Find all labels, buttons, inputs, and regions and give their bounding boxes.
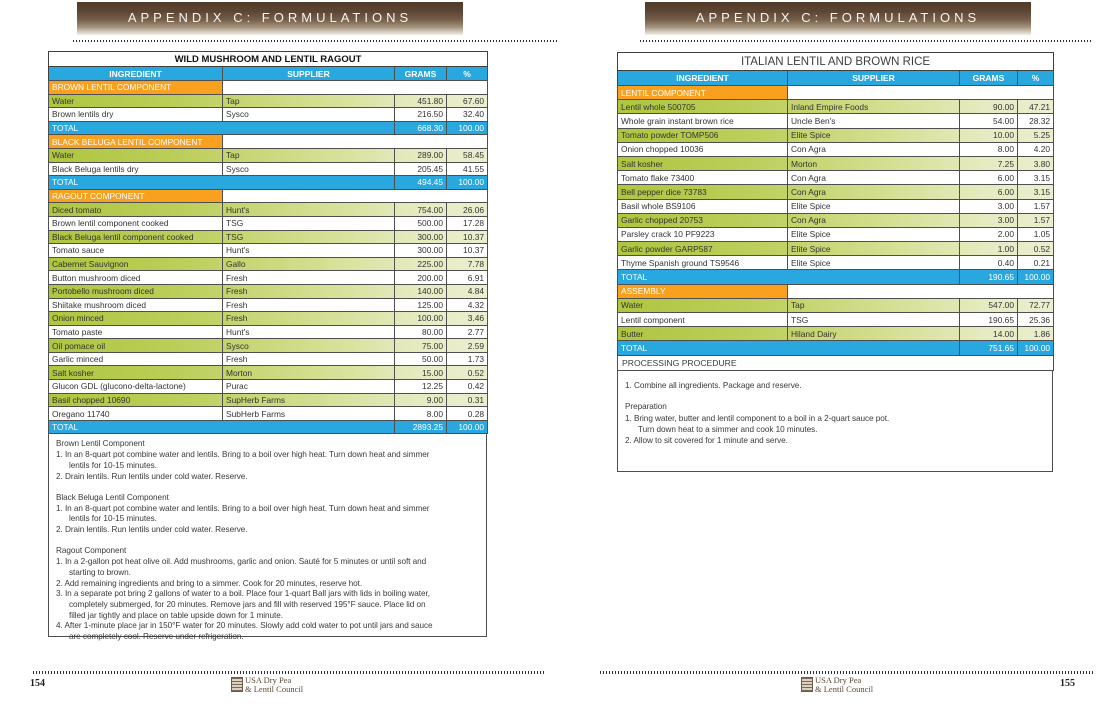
formulation-right	[617, 52, 1053, 472]
grams-cell: 125.00	[395, 298, 447, 312]
ingredient-cell: Parsley crack 10 PF9223	[618, 227, 788, 241]
total-grams: 751.65	[960, 341, 1018, 355]
procedure-line: Turn down heat to a simmer and cook 10 minutes.	[638, 424, 818, 434]
procedure-line: Brown Lentil Component	[56, 439, 145, 449]
grams-cell: 500.00	[395, 216, 447, 230]
grams-cell: 75.00	[395, 339, 447, 353]
council-logo-icon	[801, 677, 813, 692]
section-header-row	[49, 135, 488, 149]
percent-cell: 0.21	[1018, 256, 1054, 270]
supplier-cell: Hunt's	[223, 203, 395, 217]
percent-cell: 3.80	[1018, 156, 1054, 170]
grams-cell: 200.00	[395, 271, 447, 285]
supplier-cell: Sysco	[223, 339, 395, 353]
section-label: BROWN LENTIL COMPONENT	[49, 81, 223, 95]
grams-cell: 9.00	[395, 393, 447, 407]
supplier-cell: Sysco	[223, 162, 395, 176]
ingredient-cell: Lentil whole 500705	[618, 100, 788, 114]
col-header-supplier: SUPPLIER	[788, 71, 960, 86]
ingredient-row	[618, 142, 1054, 156]
grams-cell: 2.00	[960, 227, 1018, 241]
percent-cell: 1.86	[1018, 327, 1054, 341]
grams-cell: 8.00	[960, 142, 1018, 156]
ingredient-cell: Tomato powder TOMP506	[618, 128, 788, 142]
logo-line1: USA Dry Pea	[245, 675, 292, 685]
footer-dotted-rule-left	[33, 671, 545, 674]
ingredient-cell: Water	[618, 298, 788, 312]
procedure-blank-line	[56, 482, 479, 493]
col-header-percent: %	[447, 67, 488, 81]
supplier-cell: TSG	[223, 216, 395, 230]
supplier-cell: Morton	[788, 156, 960, 170]
section-filler	[223, 135, 488, 149]
procedure-blank-line	[56, 536, 479, 547]
percent-cell: 26.06	[447, 203, 488, 217]
ingredient-row	[49, 216, 488, 230]
grams-cell: 300.00	[395, 244, 447, 258]
grams-cell: 7.25	[960, 156, 1018, 170]
percent-cell: 0.52	[447, 366, 488, 380]
grams-cell: 12.25	[395, 380, 447, 394]
grams-cell: 451.80	[395, 94, 447, 108]
procedure-line: Preparation	[625, 402, 667, 412]
percent-cell: 0.52	[1018, 242, 1054, 256]
procedure-box-right	[617, 371, 1053, 472]
total-row	[618, 270, 1054, 284]
total-label: TOTAL	[49, 121, 395, 135]
section-filler	[223, 81, 488, 95]
ingredient-cell: Glucon GDL (glucono-delta-lactone)	[49, 380, 223, 394]
grams-cell: 8.00	[395, 407, 447, 421]
grams-cell: 100.00	[395, 312, 447, 326]
percent-cell: 7.78	[447, 257, 488, 271]
percent-cell: 4.32	[447, 298, 488, 312]
section-label: BLACK BELUGA LENTIL COMPONENT	[49, 135, 223, 149]
supplier-cell: Fresh	[223, 271, 395, 285]
percent-cell: 4.20	[1018, 142, 1054, 156]
procedure-line: lentils for 10-15 minutes.	[69, 514, 157, 524]
section-filler	[788, 86, 1054, 100]
procedure-line: filled jar tightly and place on table upside down for 1 minute.	[69, 610, 283, 620]
percent-cell: 2.77	[447, 325, 488, 339]
ingredient-row	[49, 393, 488, 407]
column-header-row	[618, 71, 1054, 86]
grams-cell: 3.00	[960, 199, 1018, 213]
ingredient-cell: Black Beluga lentils dry	[49, 162, 223, 176]
grams-cell: 190.65	[960, 313, 1018, 327]
section-filler	[223, 189, 488, 203]
grams-cell: 15.00	[395, 366, 447, 380]
procedure-line: completely submerged, for 20 minutes. Remove jars and fill with reserved 195°F sauce. Place lid on	[69, 599, 426, 609]
processing-procedure-row	[618, 355, 1054, 370]
ingredient-cell: Salt kosher	[49, 366, 223, 380]
percent-cell: 3.15	[1018, 185, 1054, 199]
total-percent: 100.00	[1018, 341, 1054, 355]
formulation-table-right	[617, 52, 1054, 371]
grams-cell: 0.40	[960, 256, 1018, 270]
formulation-table-left	[48, 51, 488, 434]
procedure-line: 2. Add remaining ingredients and bring to a simmer. Cook for 20 minutes, reserve hot.	[56, 578, 363, 588]
ingredient-cell: Garlic minced	[49, 352, 223, 366]
ingredient-cell: Basil whole BS9106	[618, 199, 788, 213]
percent-cell: 3.46	[447, 312, 488, 326]
supplier-cell: Tap	[788, 298, 960, 312]
percent-cell: 1.73	[447, 352, 488, 366]
supplier-cell: Elite Spice	[788, 242, 960, 256]
total-grams: 2893.25	[395, 420, 447, 434]
page-number-right: 155	[1060, 678, 1075, 689]
ingredient-row	[49, 162, 488, 176]
percent-cell: 58.45	[447, 148, 488, 162]
section-header-row	[618, 284, 1054, 298]
percent-cell: 5.25	[1018, 128, 1054, 142]
ingredient-cell: Black Beluga lentil component cooked	[49, 230, 223, 244]
total-percent: 100.00	[1018, 270, 1054, 284]
percent-cell: 1.05	[1018, 227, 1054, 241]
ingredient-row	[618, 100, 1054, 114]
total-row	[49, 420, 488, 434]
total-row	[49, 176, 488, 190]
supplier-cell: Purac	[223, 380, 395, 394]
procedure-box-left	[48, 434, 487, 642]
ingredient-row	[49, 407, 488, 421]
procedure-line: 2. Drain lentils. Run lentils under cold water. Reserve.	[56, 525, 248, 535]
ingredient-row	[49, 271, 488, 285]
ingredient-cell: Diced tomato	[49, 203, 223, 217]
column-header-row	[49, 67, 488, 81]
council-logo-right	[801, 676, 873, 694]
procedure-line: Black Beluga Lentil Component	[56, 492, 169, 502]
top-dotted-rule-right	[640, 40, 1092, 42]
grams-cell: 80.00	[395, 325, 447, 339]
ingredient-cell: Thyme Spanish ground TS9546	[618, 256, 788, 270]
supplier-cell: Elite Spice	[788, 227, 960, 241]
ingredient-row	[49, 325, 488, 339]
col-header-ingredient: INGREDIENT	[618, 71, 788, 86]
ingredient-row	[618, 185, 1054, 199]
ingredient-cell: Water	[49, 148, 223, 162]
council-logo-left	[231, 676, 303, 694]
grams-cell: 50.00	[395, 352, 447, 366]
appendix-banner-right: APPENDIX C: FORMULATIONS	[645, 2, 1031, 35]
grams-cell: 140.00	[395, 284, 447, 298]
ingredient-row	[618, 327, 1054, 341]
ingredient-row	[49, 366, 488, 380]
percent-cell: 47.21	[1018, 100, 1054, 114]
ingredient-cell: Oregano 11740	[49, 407, 223, 421]
procedure-line: 1. In an 8-quart pot combine water and lentils. Bring to a boil over high heat. Turn down heat and simmer	[56, 450, 430, 460]
ingredient-row	[49, 148, 488, 162]
ingredient-cell: Cabernet Sauvignon	[49, 257, 223, 271]
ingredient-cell: Salt kosher	[618, 156, 788, 170]
ingredient-cell: Onion minced	[49, 312, 223, 326]
percent-cell: 0.31	[447, 393, 488, 407]
total-label: TOTAL	[618, 270, 960, 284]
supplier-cell: SubHerb Farms	[223, 407, 395, 421]
total-percent: 100.00	[447, 176, 488, 190]
percent-cell: 1.57	[1018, 213, 1054, 227]
supplier-cell: Hunt's	[223, 325, 395, 339]
logo-line2: & Lentil Council	[245, 683, 304, 694]
logo-line2: & Lentil Council	[815, 683, 874, 694]
section-label: RAGOUT COMPONENT	[49, 189, 223, 203]
ingredient-row	[618, 227, 1054, 241]
procedure-line: Ragout Component	[56, 546, 127, 556]
ingredient-cell: Garlic powder GARP587	[618, 242, 788, 256]
supplier-cell: Sysco	[223, 108, 395, 122]
supplier-cell: Fresh	[223, 298, 395, 312]
total-grams: 190.65	[960, 270, 1018, 284]
council-logo-text	[245, 676, 303, 694]
supplier-cell: Uncle Ben's	[788, 114, 960, 128]
percent-cell: 32.40	[447, 108, 488, 122]
table-title: ITALIAN LENTIL AND BROWN RICE	[618, 53, 1054, 71]
procedure-line: 1. In an 8-quart pot combine water and lentils. Bring to a boil over high heat. Turn down heat and simmer	[56, 503, 430, 513]
procedure-line: 4. After 1-minute place jar in 150°F water for 20 minutes. Slowly add cold water to pot until jars and sauce	[56, 621, 433, 631]
ingredient-row	[49, 284, 488, 298]
percent-cell: 67.60	[447, 94, 488, 108]
ingredient-row	[49, 94, 488, 108]
percent-cell: 0.42	[447, 380, 488, 394]
grams-cell: 205.45	[395, 162, 447, 176]
col-header-grams: GRAMS	[395, 67, 447, 81]
supplier-cell: Tap	[223, 148, 395, 162]
procedure-line: 1. In a 2-gallon pot heat olive oil. Add mushrooms, garlic and onion. Sauté for 5 minutes or until soft and	[56, 557, 427, 567]
table-title: WILD MUSHROOM AND LENTIL RAGOUT	[49, 52, 488, 67]
supplier-cell: TSG	[788, 313, 960, 327]
page-number-left: 154	[30, 678, 45, 689]
grams-cell: 300.00	[395, 230, 447, 244]
col-header-ingredient: INGREDIENT	[49, 67, 223, 81]
procedure-line: 3. In a separate pot bring 2 gallons of water to a boil. Place four 1-quart Ball jars with lids in boiling water,	[56, 589, 430, 599]
percent-cell: 3.15	[1018, 171, 1054, 185]
ingredient-cell: Bell pepper dice 73783	[618, 185, 788, 199]
ingredient-cell: Tomato sauce	[49, 244, 223, 258]
ingredient-cell: Garlic chopped 20753	[618, 213, 788, 227]
supplier-cell: Con Agra	[788, 171, 960, 185]
ingredient-cell: Basil chopped 10690	[49, 393, 223, 407]
total-grams: 668.30	[395, 121, 447, 135]
section-header-row	[49, 81, 488, 95]
procedure-line: are completely cool. Reserve under refrigeration.	[69, 632, 244, 642]
council-logo-text	[815, 676, 873, 694]
ingredient-row	[49, 339, 488, 353]
grams-cell: 6.00	[960, 171, 1018, 185]
ingredient-cell: Water	[49, 94, 223, 108]
percent-cell: 1.57	[1018, 199, 1054, 213]
ingredient-row	[49, 203, 488, 217]
ingredient-row	[49, 230, 488, 244]
total-label: TOTAL	[618, 341, 960, 355]
grams-cell: 10.00	[960, 128, 1018, 142]
procedure-blank-line	[625, 391, 1045, 402]
ingredient-row	[618, 199, 1054, 213]
grams-cell: 6.00	[960, 185, 1018, 199]
ingredient-cell: Button mushroom diced	[49, 271, 223, 285]
section-filler	[788, 284, 1054, 298]
grams-cell: 216.50	[395, 108, 447, 122]
supplier-cell: Inland Empire Foods	[788, 100, 960, 114]
supplier-cell: Fresh	[223, 312, 395, 326]
ingredient-row	[618, 128, 1054, 142]
supplier-cell: SupHerb Farms	[223, 393, 395, 407]
grams-cell: 754.00	[395, 203, 447, 217]
total-percent: 100.00	[447, 121, 488, 135]
supplier-cell: Con Agra	[788, 213, 960, 227]
col-header-supplier: SUPPLIER	[223, 67, 395, 81]
ingredient-cell: Butter	[618, 327, 788, 341]
grams-cell: 14.00	[960, 327, 1018, 341]
footer-dotted-rule-right	[600, 671, 1093, 674]
section-label: ASSEMBLY	[618, 284, 788, 298]
ingredient-row	[618, 313, 1054, 327]
section-label: LENTIL COMPONENT	[618, 86, 788, 100]
ingredient-row	[618, 114, 1054, 128]
ingredient-row	[618, 213, 1054, 227]
percent-cell: 6.91	[447, 271, 488, 285]
top-dotted-rule-left	[73, 40, 557, 42]
percent-cell: 10.37	[447, 244, 488, 258]
procedure-line: 1. Bring water, butter and lentil component to a boil in a 2-quart sauce pot.	[625, 413, 890, 423]
procedure-line: 2. Allow to sit covered for 1 minute and serve.	[625, 436, 788, 446]
ingredient-row	[49, 257, 488, 271]
supplier-cell: Elite Spice	[788, 199, 960, 213]
supplier-cell: Fresh	[223, 284, 395, 298]
supplier-cell: Tap	[223, 94, 395, 108]
ingredient-row	[49, 244, 488, 258]
ingredient-cell: Lentil component	[618, 313, 788, 327]
procedure-line: 1. Combine all ingredients. Package and reserve.	[625, 380, 802, 390]
formulation-left	[48, 51, 487, 642]
table-title-row	[618, 53, 1054, 71]
supplier-cell: TSG	[223, 230, 395, 244]
ingredient-cell: Brown lentil component cooked	[49, 216, 223, 230]
appendix-banner-left: APPENDIX C: FORMULATIONS	[77, 2, 463, 35]
ingredient-row	[49, 352, 488, 366]
percent-cell: 25.36	[1018, 313, 1054, 327]
grams-cell: 3.00	[960, 213, 1018, 227]
total-grams: 494.45	[395, 176, 447, 190]
grams-cell: 547.00	[960, 298, 1018, 312]
grams-cell: 54.00	[960, 114, 1018, 128]
ingredient-row	[618, 298, 1054, 312]
supplier-cell: Elite Spice	[788, 128, 960, 142]
ingredient-cell: Brown lentils dry	[49, 108, 223, 122]
supplier-cell: Gallo	[223, 257, 395, 271]
ingredient-cell: Whole grain instant brown rice	[618, 114, 788, 128]
percent-cell: 17.28	[447, 216, 488, 230]
percent-cell: 2.59	[447, 339, 488, 353]
council-logo-icon	[231, 677, 243, 692]
total-label: TOTAL	[49, 420, 395, 434]
total-row	[618, 341, 1054, 355]
total-percent: 100.00	[447, 420, 488, 434]
section-header-row	[49, 189, 488, 203]
percent-cell: 41.55	[447, 162, 488, 176]
supplier-cell: Morton	[223, 366, 395, 380]
procedure-line: starting to brown.	[69, 567, 131, 577]
ingredient-cell: Portobello mushroom diced	[49, 284, 223, 298]
ingredient-cell: Tomato flake 73400	[618, 171, 788, 185]
ingredient-cell: Onion chopped 10036	[618, 142, 788, 156]
supplier-cell: Hiland Dairy	[788, 327, 960, 341]
supplier-cell: Elite Spice	[788, 256, 960, 270]
ingredient-row	[618, 171, 1054, 185]
total-label: TOTAL	[49, 176, 395, 190]
supplier-cell: Con Agra	[788, 142, 960, 156]
procedure-line: lentils for 10-15 minutes.	[69, 460, 157, 470]
logo-line1: USA Dry Pea	[815, 675, 862, 685]
grams-cell: 289.00	[395, 148, 447, 162]
col-header-percent: %	[1018, 71, 1054, 86]
col-header-grams: GRAMS	[960, 71, 1018, 86]
ingredient-row	[49, 312, 488, 326]
percent-cell: 4.84	[447, 284, 488, 298]
ingredient-cell: Oil pomace oil	[49, 339, 223, 353]
supplier-cell: Fresh	[223, 352, 395, 366]
percent-cell: 72.77	[1018, 298, 1054, 312]
ingredient-row	[49, 108, 488, 122]
ingredient-cell: Tomato paste	[49, 325, 223, 339]
ingredient-row	[618, 156, 1054, 170]
ingredient-row	[49, 380, 488, 394]
percent-cell: 0.28	[447, 407, 488, 421]
grams-cell: 1.00	[960, 242, 1018, 256]
supplier-cell: Hunt's	[223, 244, 395, 258]
ingredient-row	[618, 256, 1054, 270]
percent-cell: 10.37	[447, 230, 488, 244]
total-row	[49, 121, 488, 135]
grams-cell: 90.00	[960, 100, 1018, 114]
grams-cell: 225.00	[395, 257, 447, 271]
percent-cell: 28.32	[1018, 114, 1054, 128]
processing-procedure-label: PROCESSING PROCEDURE	[618, 355, 1054, 370]
section-header-row	[618, 86, 1054, 100]
ingredient-row	[49, 298, 488, 312]
table-title-row	[49, 52, 488, 67]
supplier-cell: Con Agra	[788, 185, 960, 199]
ingredient-cell: Shiitake mushroom diced	[49, 298, 223, 312]
ingredient-row	[618, 242, 1054, 256]
procedure-line: 2. Drain lentils. Run lentils under cold water. Reserve.	[56, 471, 248, 481]
